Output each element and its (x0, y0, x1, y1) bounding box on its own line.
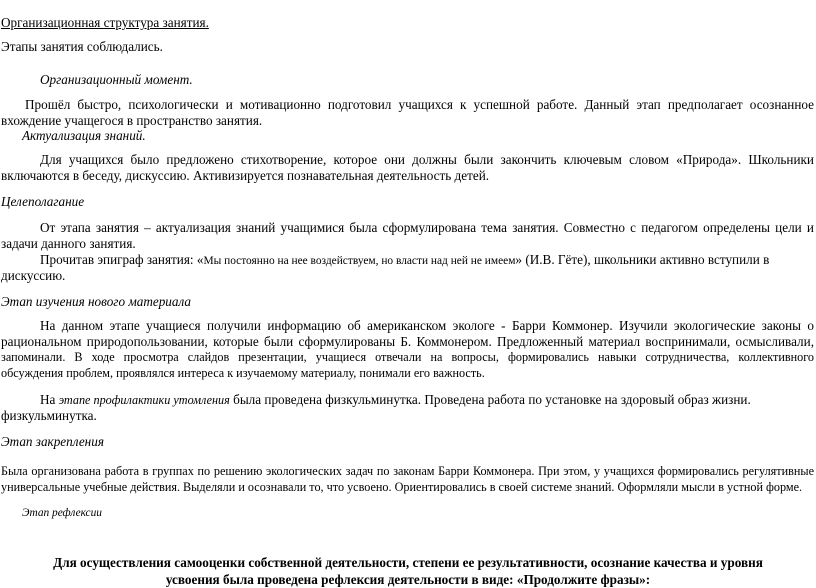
consolidation-line-2: универсальные учебные действия. Выделяли и осознавали то, что усвоено. Ориентировались в своей системе знаний. Оформляли мысли в устной форме. (1, 480, 803, 494)
goal-setting-heading: Целеполагание (1, 194, 85, 209)
prevention-start: На (40, 392, 59, 407)
org-moment-line-1: Прошёл быстро, психологически и мотивационно подготовил учащихся к успешной работе. Данный этап предполагает осознанное (25, 97, 814, 112)
goal-setting-line-1: От этапа занятия – актуализация знаний учащимися была сформулирована тема занятия. Совместно с педагогом определены цели и (40, 220, 814, 235)
goal-setting-line-2: задачи данного занятия. (1, 236, 136, 251)
new-material-line-4: обсуждения проблем, проявлялся интереса к изучаемому материалу, понимали его важность. (1, 366, 485, 380)
document-title: Организационная структура занятия. (1, 15, 209, 30)
prevention-italic: этапе профилактики утомления (58, 393, 230, 407)
stages-observed-text: Этапы занятия соблюдались. (1, 39, 163, 54)
consolidation-heading: Этап закрепления (1, 434, 104, 449)
epigraph-tail: » (И.В. Гёте), школьники активно вступили в (515, 252, 770, 267)
reflection-heading: Этап рефлексии (22, 507, 102, 519)
org-moment-line-2: вхождение учащегося в пространство занятия. (1, 113, 263, 128)
new-material-line-1: На данном этапе учащиеся получили информацию об американском экологе - Барри Коммонер. Изучили экологические законы о (40, 318, 814, 333)
actualization-line-2: включаются в беседу, дискуссию. Активизируется познавательная деятельность детей. (1, 168, 490, 183)
new-material-heading: Этап изучения нового материала (1, 294, 192, 309)
org-moment-heading: Организационный момент. (40, 72, 193, 87)
new-material-line-2: рациональном природопользовании, которые были сформулированы Б. Коммонером. Предложенный материал воспринимали, осмысливали, (1, 334, 814, 349)
actualization-line-1: Для учащихся было предложено стихотворение, которое они должны были закончить ключевым словом «Природа». Школьники (40, 152, 814, 167)
prevention-line-2: физкульминутка. (1, 408, 97, 423)
epigraph-quote: Мы постоянно на нее воздействуем, но власти над ней не имеем (203, 255, 516, 267)
reflection-bold-line-1: Для осуществления самооценки собственной деятельности, степени ее результативности, осознание качества и уровня (53, 555, 763, 570)
prevention-end: была проведена физкульминутка. Проведена работа по установке на здоровый образ жизни. (229, 392, 751, 407)
reflection-bold-line-2: усвоения была проведена рефлексия деятельности в виде: «Продолжите фразы»: (165, 572, 651, 587)
consolidation-line-1: Была организована работа в группах по решению экологических задач по законам Барри Коммонера. При этом, у учащихся формировались регулятивные (1, 464, 814, 478)
new-material-line-3: запоминали. В ходе просмотра слайдов презентации, учащиеся отвечали на вопросы, формировались навыки сотрудничества, коллективного (1, 350, 814, 364)
goal-setting-line-4: дискуссию. (1, 268, 66, 283)
epigraph-intro: Прочитав эпиграф занятия: « (40, 252, 204, 267)
actualization-heading: Актуализация знаний. (22, 128, 146, 143)
